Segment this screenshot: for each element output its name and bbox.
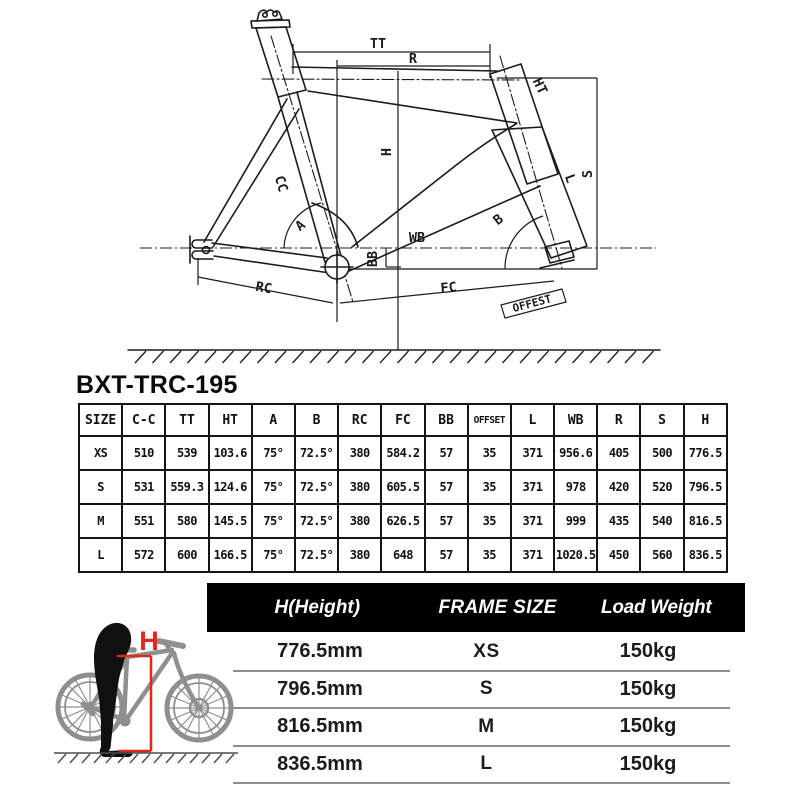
geometry-cell: 626.5 (381, 504, 424, 538)
size-row (233, 634, 730, 672)
geometry-row-l (79, 538, 727, 572)
geometry-row-m (79, 504, 727, 538)
geometry-cell: 35 (468, 538, 511, 572)
header-load-weight: Load Weight (601, 596, 712, 618)
frame-geometry-diagram (0, 0, 800, 378)
dimension-lines (140, 44, 656, 350)
load-weight-value: 150kg (619, 640, 677, 663)
mini-ground-hatch (58, 754, 234, 763)
geometry-cell: 72.5° (295, 436, 338, 470)
geometry-cell: 380 (338, 504, 381, 538)
height-value: 776.5mm (277, 640, 363, 663)
geometry-cell: 103.6 (209, 436, 252, 470)
geometry-cell: 371 (511, 436, 554, 470)
load-weight-value: 150kg (619, 677, 677, 700)
label-offset: OFFEST (511, 292, 553, 316)
header-height: H(Height) (274, 596, 361, 618)
label-l: L (560, 172, 579, 186)
geometry-cell: 57 (425, 470, 468, 504)
standover-h-label: H (139, 626, 159, 656)
geometry-cell: 956.6 (554, 436, 597, 470)
geometry-cell: 420 (597, 470, 640, 504)
geometry-cell: 572 (122, 538, 165, 572)
geometry-cell: XS (79, 436, 122, 470)
geometry-cell: 35 (468, 436, 511, 470)
geometry-cell: 380 (338, 538, 381, 572)
geometry-cell: 1020.5 (554, 538, 597, 572)
ground-hatch (135, 351, 654, 363)
geometry-cell: 72.5° (295, 470, 338, 504)
geometry-cell: 559.3 (165, 470, 208, 504)
geometry-cell: 145.5 (209, 504, 252, 538)
label-ht: HT (528, 75, 551, 98)
geometry-cell: 551 (122, 504, 165, 538)
geometry-cell: 600 (165, 538, 208, 572)
geometry-cell: 57 (425, 436, 468, 470)
frame-size-value: L (480, 753, 493, 775)
geometry-cell: 57 (425, 504, 468, 538)
geometry-cell: 560 (640, 538, 683, 572)
geometry-cell: 520 (640, 470, 683, 504)
geometry-cell: 776.5 (684, 436, 727, 470)
geometry-cell: 35 (468, 504, 511, 538)
geometry-cell: L (79, 538, 122, 572)
geometry-cell: 435 (597, 504, 640, 538)
geometry-row-xs (79, 436, 727, 470)
height-value: 816.5mm (277, 715, 363, 738)
label-rc: RC (254, 278, 274, 298)
geometry-cell: 816.5 (684, 504, 727, 538)
load-weight-value: 150kg (619, 715, 677, 738)
height-value: 796.5mm (277, 677, 363, 700)
geometry-cell: 75° (252, 470, 295, 504)
geometry-cell: 796.5 (684, 470, 727, 504)
label-b: B (490, 211, 507, 229)
size-row (233, 672, 730, 710)
label-wb: WB (408, 230, 426, 246)
geometry-cell: 450 (597, 538, 640, 572)
geometry-cell: 75° (252, 504, 295, 538)
geometry-col-rc: RC (338, 404, 381, 436)
geometry-cell: 380 (338, 436, 381, 470)
geometry-col-offset: OFFSET (468, 404, 511, 436)
frame-size-value: M (478, 715, 495, 737)
geometry-table (78, 403, 728, 573)
geometry-cell: S (79, 470, 122, 504)
geometry-cell: 75° (252, 538, 295, 572)
geometry-col-wb: WB (554, 404, 597, 436)
load-weight-value: 150kg (619, 752, 677, 775)
frame-outline (128, 10, 660, 350)
size-row (233, 709, 730, 747)
label-tt: TT (369, 36, 387, 52)
geometry-cell: 57 (425, 538, 468, 572)
geometry-col-h: H (684, 404, 727, 436)
size-table-header (207, 583, 745, 632)
height-value: 836.5mm (277, 752, 363, 775)
geometry-col-c-c: C-C (122, 404, 165, 436)
label-r: R (408, 51, 418, 67)
geometry-cell: M (79, 504, 122, 538)
geometry-col-tt: TT (165, 404, 208, 436)
geometry-col-fc: FC (381, 404, 424, 436)
label-a: A (292, 217, 309, 235)
geometry-cell: 35 (468, 470, 511, 504)
geometry-cell: 72.5° (295, 538, 338, 572)
geometry-col-b: B (295, 404, 338, 436)
frame-size-value: XS (473, 640, 500, 662)
frame-size-value: S (479, 678, 494, 700)
geometry-header-row (79, 404, 727, 436)
geometry-cell: 500 (640, 436, 683, 470)
geometry-col-bb: BB (425, 404, 468, 436)
geometry-cell: 405 (597, 436, 640, 470)
geometry-cell: 380 (338, 470, 381, 504)
page-title: BXT-TRC-195 (76, 371, 238, 399)
geometry-cell: 978 (554, 470, 597, 504)
geometry-cell: 580 (165, 504, 208, 538)
geometry-col-l: L (511, 404, 554, 436)
size-table-rows (233, 634, 730, 784)
header-frame-size: FRAME SIZE (438, 596, 557, 618)
geometry-cell: 584.2 (381, 436, 424, 470)
geometry-cell: 605.5 (381, 470, 424, 504)
geometry-row-s (79, 470, 727, 504)
geometry-cell: 371 (511, 470, 554, 504)
label-cc: CC (270, 173, 291, 194)
geometry-cell: 371 (511, 504, 554, 538)
geometry-cell: 75° (252, 436, 295, 470)
geometry-cell: 124.6 (209, 470, 252, 504)
geometry-cell: 999 (554, 504, 597, 538)
geometry-cell: 531 (122, 470, 165, 504)
geometry-cell: 648 (381, 538, 424, 572)
geometry-cell: 72.5° (295, 504, 338, 538)
geometry-cell: 371 (511, 538, 554, 572)
size-row (233, 747, 730, 785)
geometry-col-size: SIZE (79, 404, 122, 436)
geometry-col-ht: HT (209, 404, 252, 436)
geometry-col-a: A (252, 404, 295, 436)
geometry-col-s: S (640, 404, 683, 436)
geometry-cell: 540 (640, 504, 683, 538)
label-fc: FC (439, 279, 458, 297)
geometry-cell: 166.5 (209, 538, 252, 572)
label-bb: BB (365, 250, 381, 268)
label-h: H (379, 147, 395, 157)
label-s: S (580, 169, 596, 179)
geometry-cell: 539 (165, 436, 208, 470)
geometry-cell: 836.5 (684, 538, 727, 572)
geometry-cell: 510 (122, 436, 165, 470)
geometry-col-r: R (597, 404, 640, 436)
